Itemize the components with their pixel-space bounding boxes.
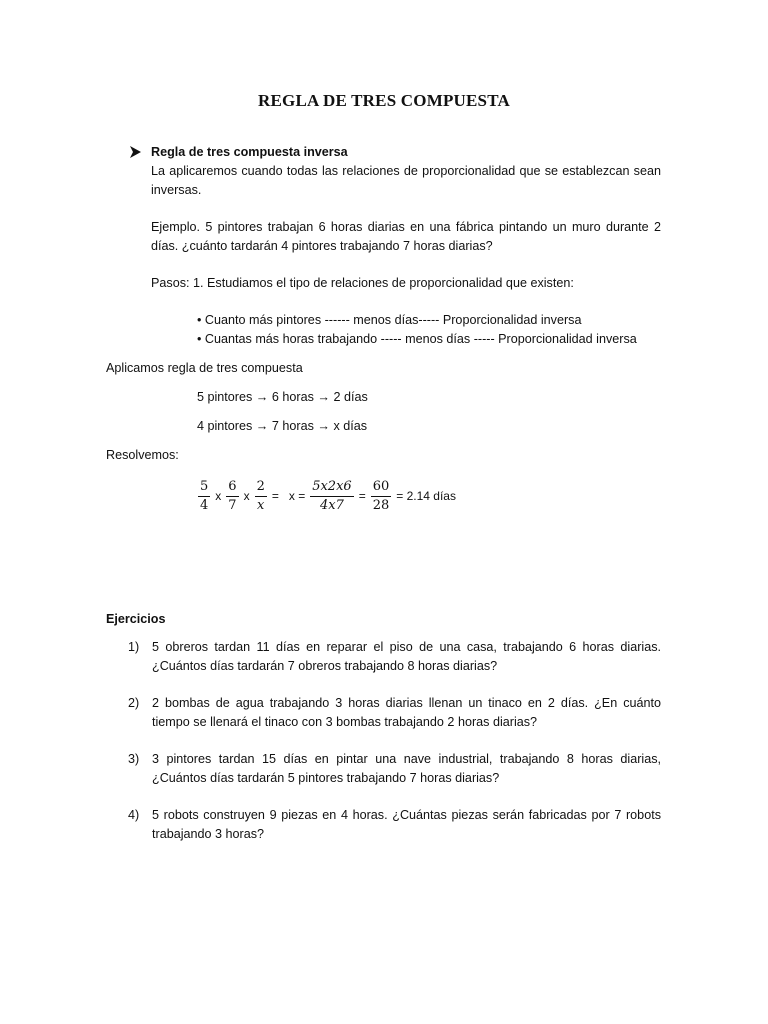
apply-text: Aplicamos regla de tres compuesta (106, 361, 303, 375)
equation-result: = 2.14 días (396, 489, 456, 503)
list-item: 4) 5 robots construyen 9 piezas en 4 horas. ¿Cuántas piezas serán fabricadas por 7 robots trabajando 3 horas? (128, 808, 661, 841)
proportion-row-2: 4 pintores → 7 horas → x días (197, 419, 368, 433)
bullet-item: • Cuanto más pintores ------ menos días----- Proporcionalidad inversa (197, 313, 582, 327)
list-item: 2) 2 bombas de agua trabajando 3 horas diarias llenan un tinaco en 2 días. ¿En cuánto tiempo se llenará el tinaco con 3 bombas trabajando 2 horas diarias? (128, 696, 661, 729)
bullet-item: • Cuantas más horas trabajando ----- menos días ----- Proporcionalidad inversa (197, 332, 637, 346)
example-text: Ejemplo. 5 pintores trabajan 6 horas diarias en una fábrica pintando un muro durante 2 días. ¿cuánto tardarán 4 pintores trabajando 7 horas diarias? (151, 220, 661, 253)
arrow-bullet-icon (128, 145, 142, 159)
fraction: $\frac{5x2x6}{4x7}$ (312, 478, 352, 513)
fraction: $\frac{5}{4}$ (200, 478, 209, 513)
fraction: $\frac{60}{28}$ (372, 478, 390, 513)
list-item: 3) 3 pintores tardan 15 días en pintar una nave industrial, trabajando 8 horas diarias, ¿Cuántos días tardarán 5 pintores trabajando 7 horas diarias? (128, 752, 661, 785)
exercises-heading: Ejercicios (106, 612, 166, 626)
list-item: 1) 5 obreros tardan 11 días en reparar el piso de una casa, trabajando 6 horas diarias. ¿Cuántos días tardarán 7 obreros trabajando 8 horas diarias? (128, 640, 661, 673)
section-heading: Regla de tres compuesta inversa (151, 145, 348, 159)
section-intro: La aplicaremos cuando todas las relaciones de proporcionalidad que se establezcan sean inversas. (151, 164, 661, 197)
steps-text: Pasos: 1. Estudiamos el tipo de relaciones de proporcionalidad que existen: (151, 276, 574, 290)
equation: $\frac{5}{4}$ x $\frac{6}{7}$ x $\frac{2}{x}$ = x = $\frac{5x2x6}{4x7}$ = $\frac{60}{28}$ = 2.14 días (200, 478, 456, 513)
proportion-row-1: 5 pintores → 6 horas → 2 días (197, 390, 368, 404)
fraction: $\frac{6}{7}$ (228, 478, 237, 513)
page-title: REGLA DE TRES COMPUESTA (258, 91, 510, 110)
solve-text: Resolvemos: (106, 448, 179, 462)
exercise-list (106, 638, 661, 844)
fraction: $\frac{2}{x}$ (256, 478, 265, 513)
